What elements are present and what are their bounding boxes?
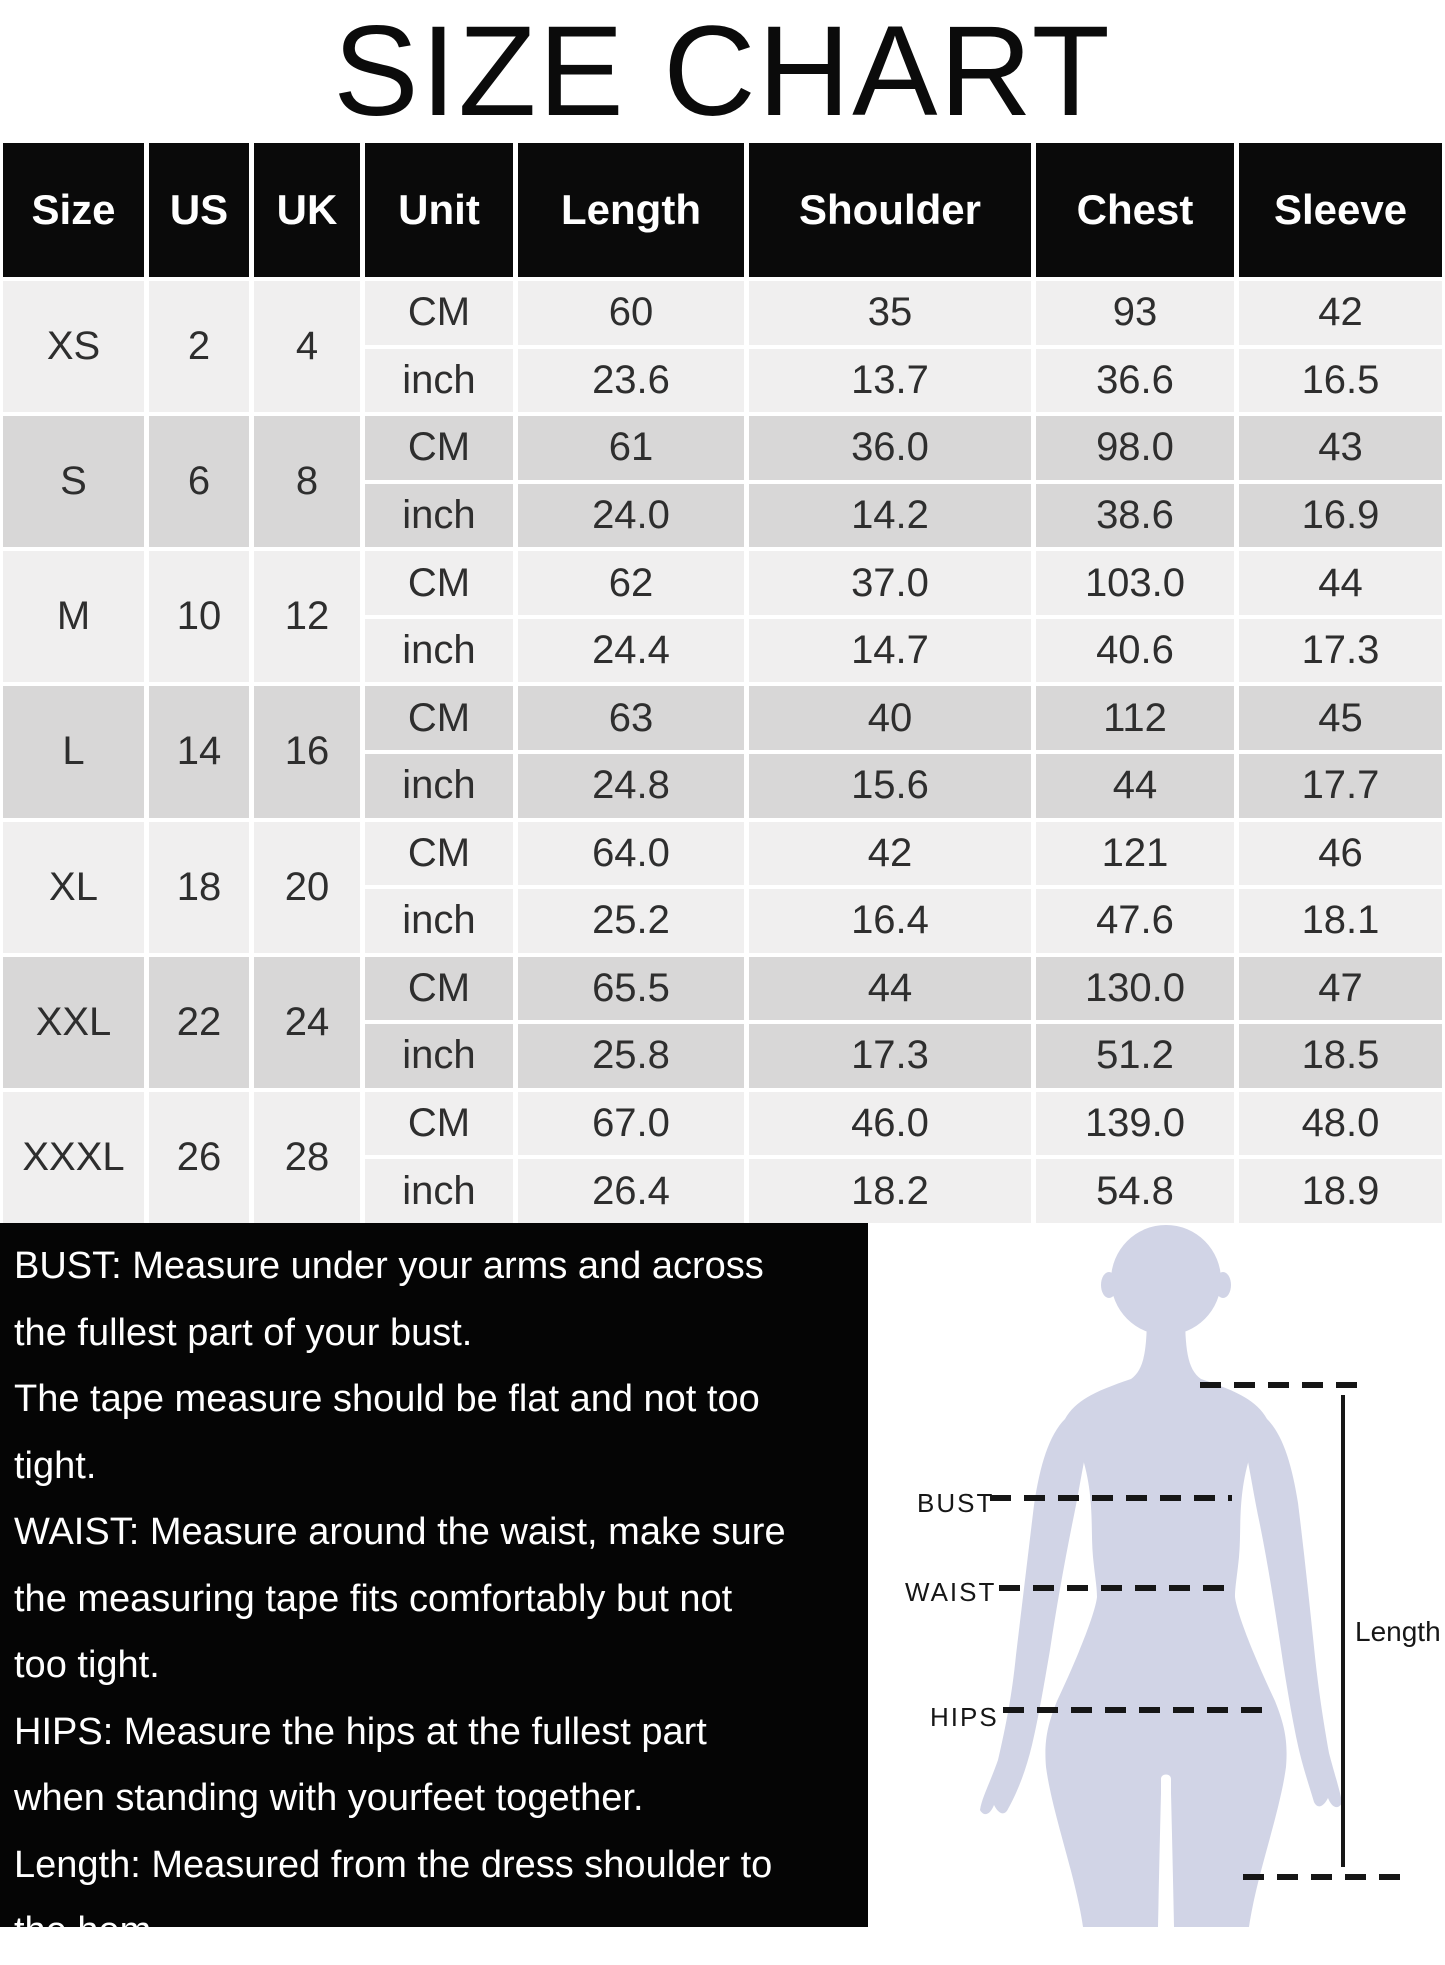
header-sleeve: Sleeve bbox=[1239, 143, 1442, 277]
value-cell: 26.4 bbox=[518, 1159, 744, 1223]
value-cell: 24.0 bbox=[518, 484, 744, 548]
measurement-notes-panel bbox=[0, 1223, 868, 1952]
us-cell: 22 bbox=[149, 957, 249, 1088]
unit-cell: inch bbox=[365, 484, 513, 548]
value-cell: 40.6 bbox=[1036, 619, 1234, 683]
value-cell: 48.0 bbox=[1239, 1092, 1442, 1156]
value-cell: 47.6 bbox=[1036, 889, 1234, 953]
value-cell: 47 bbox=[1239, 957, 1442, 1021]
unit-cell: CM bbox=[365, 551, 513, 615]
value-cell: 17.7 bbox=[1239, 754, 1442, 818]
value-cell: 18.5 bbox=[1239, 1024, 1442, 1088]
silhouette-ear-right bbox=[1215, 1272, 1231, 1298]
value-cell: 42 bbox=[1239, 281, 1442, 345]
header-us: US bbox=[149, 143, 249, 277]
note-line: the measuring tape fits comfortably but not bbox=[14, 1577, 733, 1620]
value-cell: 15.6 bbox=[749, 754, 1031, 818]
uk-cell: 8 bbox=[254, 416, 360, 547]
size-cell-xs: XS bbox=[3, 281, 144, 412]
value-cell: 18.1 bbox=[1239, 889, 1442, 953]
header-chest: Chest bbox=[1036, 143, 1234, 277]
note-line: the fullest part of your bust. bbox=[14, 1311, 473, 1354]
value-cell: 60 bbox=[518, 281, 744, 345]
value-cell: 16.9 bbox=[1239, 484, 1442, 548]
value-cell: 14.7 bbox=[749, 619, 1031, 683]
value-cell: 130.0 bbox=[1036, 957, 1234, 1021]
size-cell-s: S bbox=[3, 416, 144, 547]
unit-cell: inch bbox=[365, 619, 513, 683]
value-cell: 46.0 bbox=[749, 1092, 1031, 1156]
value-cell: 37.0 bbox=[749, 551, 1031, 615]
unit-cell: inch bbox=[365, 349, 513, 413]
note-line: tight. bbox=[14, 1444, 97, 1487]
length-label: Length bbox=[1355, 1616, 1441, 1647]
value-cell: 23.6 bbox=[518, 349, 744, 413]
us-cell: 6 bbox=[149, 416, 249, 547]
value-cell: 54.8 bbox=[1036, 1159, 1234, 1223]
value-cell: 38.6 bbox=[1036, 484, 1234, 548]
header-size: Size bbox=[3, 143, 144, 277]
value-cell: 139.0 bbox=[1036, 1092, 1234, 1156]
header-uk: UK bbox=[254, 143, 360, 277]
note-line: The tape measure should be flat and not too bbox=[14, 1378, 760, 1420]
unit-cell: CM bbox=[365, 281, 513, 345]
page-title: SIZE CHART bbox=[333, 0, 1112, 143]
value-cell: 16.4 bbox=[749, 889, 1031, 953]
diagram-svg bbox=[868, 1223, 1445, 1927]
us-cell: 14 bbox=[149, 686, 249, 817]
value-cell: 45 bbox=[1239, 686, 1442, 750]
uk-cell: 4 bbox=[254, 281, 360, 412]
value-cell: 25.2 bbox=[518, 889, 744, 953]
hips-label: HIPS bbox=[930, 1702, 999, 1732]
value-cell: 103.0 bbox=[1036, 551, 1234, 615]
size-cell-xl: XL bbox=[3, 822, 144, 953]
size-cell-xxxl: XXXL bbox=[3, 1092, 144, 1223]
female-silhouette bbox=[980, 1225, 1342, 1927]
note-line: when standing with yourfeet together. bbox=[14, 1777, 644, 1819]
measurement-diagram bbox=[868, 1223, 1445, 1927]
value-cell: 17.3 bbox=[1239, 619, 1442, 683]
unit-cell: CM bbox=[365, 686, 513, 750]
value-cell: 42 bbox=[749, 822, 1031, 886]
uk-cell: 16 bbox=[254, 686, 360, 817]
unit-cell: CM bbox=[365, 416, 513, 480]
header-length: Length bbox=[518, 143, 744, 277]
value-cell: 16.5 bbox=[1239, 349, 1442, 413]
header-shoulder: Shoulder bbox=[749, 143, 1031, 277]
value-cell: 67.0 bbox=[518, 1092, 744, 1156]
value-cell: 43 bbox=[1239, 416, 1442, 480]
value-cell: 46 bbox=[1239, 822, 1442, 886]
value-cell: 40 bbox=[749, 686, 1031, 750]
note-line: WAIST: Measure around the waist, make sure bbox=[14, 1511, 786, 1553]
unit-cell: CM bbox=[365, 822, 513, 886]
value-cell: 44 bbox=[749, 957, 1031, 1021]
note-line: too tight. bbox=[14, 1644, 160, 1686]
note-line: Length: Measured from the dress shoulder to bbox=[14, 1843, 773, 1886]
value-cell: 18.9 bbox=[1239, 1159, 1442, 1223]
value-cell: 18.2 bbox=[749, 1159, 1031, 1223]
size-cell-l: L bbox=[3, 686, 144, 817]
waist-label: WAIST bbox=[905, 1577, 997, 1607]
unit-cell: inch bbox=[365, 1024, 513, 1088]
unit-cell: inch bbox=[365, 754, 513, 818]
uk-cell: 28 bbox=[254, 1092, 360, 1223]
us-cell: 10 bbox=[149, 551, 249, 682]
value-cell: 14.2 bbox=[749, 484, 1031, 548]
value-cell: 24.8 bbox=[518, 754, 744, 818]
note-line: BUST: Measure under your arms and across bbox=[14, 1245, 764, 1287]
value-cell: 13.7 bbox=[749, 349, 1031, 413]
silhouette-torso-legs bbox=[1045, 1308, 1286, 1927]
value-cell: 61 bbox=[518, 416, 744, 480]
value-cell: 93 bbox=[1036, 281, 1234, 345]
unit-cell: inch bbox=[365, 889, 513, 953]
unit-cell: inch bbox=[365, 1159, 513, 1223]
uk-cell: 24 bbox=[254, 957, 360, 1088]
value-cell: 25.8 bbox=[518, 1024, 744, 1088]
us-cell: 18 bbox=[149, 822, 249, 953]
unit-cell: CM bbox=[365, 1092, 513, 1156]
value-cell: 63 bbox=[518, 686, 744, 750]
us-cell: 26 bbox=[149, 1092, 249, 1223]
size-cell-m: M bbox=[3, 551, 144, 682]
silhouette-ear-left bbox=[1101, 1272, 1117, 1298]
value-cell: 121 bbox=[1036, 822, 1234, 886]
value-cell: 36.6 bbox=[1036, 349, 1234, 413]
value-cell: 51.2 bbox=[1036, 1024, 1234, 1088]
value-cell: 44 bbox=[1036, 754, 1234, 818]
value-cell: 35 bbox=[749, 281, 1031, 345]
note-line: the hem. bbox=[14, 1910, 162, 1952]
unit-cell: CM bbox=[365, 957, 513, 1021]
value-cell: 44 bbox=[1239, 551, 1442, 615]
value-cell: 64.0 bbox=[518, 822, 744, 886]
value-cell: 24.4 bbox=[518, 619, 744, 683]
value-cell: 65.5 bbox=[518, 957, 744, 1021]
note-line: HIPS: Measure the hips at the fullest part bbox=[14, 1710, 707, 1753]
uk-cell: 20 bbox=[254, 822, 360, 953]
value-cell: 17.3 bbox=[749, 1024, 1031, 1088]
bust-label: BUST bbox=[917, 1488, 995, 1518]
uk-cell: 12 bbox=[254, 551, 360, 682]
value-cell: 62 bbox=[518, 551, 744, 615]
header-unit: Unit bbox=[365, 143, 513, 277]
value-cell: 98.0 bbox=[1036, 416, 1234, 480]
value-cell: 112 bbox=[1036, 686, 1234, 750]
us-cell: 2 bbox=[149, 281, 249, 412]
value-cell: 36.0 bbox=[749, 416, 1031, 480]
size-table bbox=[3, 143, 1442, 1223]
size-cell-xxl: XXL bbox=[3, 957, 144, 1088]
